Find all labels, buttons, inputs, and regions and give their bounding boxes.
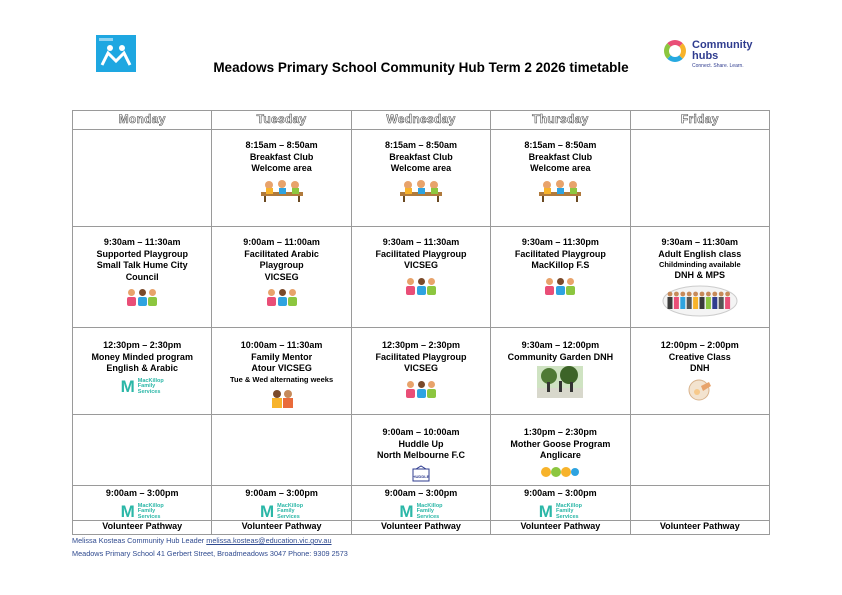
timetable	[72, 110, 770, 535]
day-header-tuesday: Tuesday	[212, 111, 351, 130]
session-time: 1:30pm – 2:30pm	[523, 427, 597, 437]
day-header-friday: Friday	[630, 111, 769, 130]
timetable-body	[73, 130, 770, 535]
timetable-cell-tuesday	[212, 328, 351, 415]
mackillop-logo	[491, 501, 629, 521]
mackillop-m-mark: M	[120, 376, 135, 396]
session-time: 12:00pm – 2:00pm	[660, 340, 739, 350]
session-detail: Welcome area	[390, 163, 452, 173]
huddle-icon-graphic	[412, 465, 430, 483]
timetable-row	[73, 521, 770, 535]
mackillop-logo	[352, 501, 490, 521]
timetable-cell-thursday	[491, 328, 630, 415]
community-hubs-logo-name: Community hubs	[692, 39, 753, 62]
timetable-cell-friday	[630, 521, 769, 535]
mother-goose-icon-graphic	[540, 465, 580, 479]
session-detail: Creative Class	[668, 351, 731, 362]
svg-text:HUDDLE: HUDDLE	[412, 473, 430, 479]
session-time: Volunteer Pathway	[659, 521, 740, 531]
session-time: 9:00am – 3:00pm	[384, 488, 458, 498]
breakfast-icon	[352, 178, 490, 202]
timetable-cell-monday	[73, 486, 212, 521]
session-detail: Breakfast Club	[389, 151, 453, 162]
mackillop-logo	[73, 501, 211, 521]
people-group-icon-graphic	[662, 285, 738, 317]
session-time: 9:30am – 11:30am	[382, 237, 460, 247]
timetable-cell-thursday	[491, 227, 630, 328]
session-time: 9:30am – 12:00pm	[521, 340, 600, 350]
timetable-row	[73, 328, 770, 415]
session-time: 9:00am – 3:00pm	[105, 488, 179, 498]
session-time: Volunteer Pathway	[381, 521, 461, 531]
session-detail: Facilitated Playgroup	[375, 248, 467, 259]
timetable-cell-wednesday	[351, 415, 490, 486]
footer-address: Meadows Primary School 41 Gerbert Street, Broadmeadows 3047 Phone: 9309 2573	[72, 549, 348, 558]
session-detail: Welcome area	[251, 163, 312, 173]
mackillop-wordmark: MacKillop Family Services	[137, 502, 164, 520]
session-detail: Small Talk Hume City	[96, 260, 188, 270]
timetable-row	[73, 415, 770, 486]
timetable-cell-monday	[73, 521, 212, 535]
session-detail: North Melbourne F.C	[376, 450, 465, 460]
playgroup-icon	[491, 276, 629, 298]
timetable-cell-wednesday	[351, 486, 490, 521]
session-detail: DNH	[690, 363, 710, 373]
session-detail: English & Arabic	[106, 363, 179, 373]
session-time: 8:15am – 8:50am	[245, 140, 318, 150]
community-hubs-logo-tagline: Connect. Share. Learn.	[692, 63, 744, 69]
session-detail: VICSEG	[264, 271, 299, 282]
timetable-cell-thursday	[491, 486, 630, 521]
footer-contact-prefix: Melissa Kosteas Community Hub Leader	[72, 536, 207, 545]
mackillop-m-mark: M	[538, 501, 553, 521]
timetable-header-row	[73, 111, 770, 130]
session-detail: Welcome area	[530, 163, 591, 173]
timetable-cell-tuesday	[212, 415, 351, 486]
session-time: Volunteer Pathway	[241, 521, 322, 531]
session-detail: Mother Goose Program	[510, 438, 611, 449]
timetable-cell-monday	[73, 328, 212, 415]
playgroup-icon-graphic	[543, 276, 577, 298]
timetable-cell-tuesday	[212, 521, 351, 535]
footer-email-link[interactable]: melissa.kosteas@education.vic.gov.au	[206, 536, 332, 545]
mentor-icon	[212, 388, 350, 408]
mackillop-m-mark: M	[260, 501, 275, 521]
timetable-cell-wednesday	[351, 328, 490, 415]
session-detail: Playgroup	[259, 260, 304, 270]
footer-contact	[72, 536, 332, 545]
timetable-cell-friday	[630, 328, 769, 415]
breakfast-icon-graphic	[396, 178, 446, 202]
session-detail: Breakfast Club	[249, 151, 314, 162]
playgroup-icon-graphic	[404, 276, 438, 298]
mackillop-m-mark: M	[399, 501, 414, 521]
timetable-cell-wednesday	[351, 130, 490, 227]
session-time: 9:00am – 3:00pm	[524, 488, 597, 498]
session-time: 9:30am – 11:30am	[661, 237, 739, 247]
session-detail: Huddle Up	[398, 438, 444, 449]
timetable-row	[73, 486, 770, 521]
session-detail: Adult English class	[658, 248, 742, 259]
huddle-icon	[352, 465, 490, 483]
playgroup-icon	[212, 287, 350, 309]
session-time: 9:30am – 11:30am	[103, 237, 181, 247]
garden-icon	[491, 366, 629, 398]
session-detail: Family Mentor	[251, 351, 313, 362]
timetable-row	[73, 130, 770, 227]
session-detail: Money Minded program	[91, 351, 193, 362]
timetable-cell-wednesday	[351, 521, 490, 535]
timetable-cell-monday	[73, 415, 212, 486]
timetable-cell-thursday	[491, 130, 630, 227]
session-time: 8:15am – 8:50am	[384, 140, 457, 150]
page-title: Meadows Primary School Community Hub Term 2 2026 timetable	[213, 60, 629, 75]
session-detail: MacKillop F.S	[531, 260, 590, 270]
playgroup-icon-graphic	[125, 287, 159, 309]
timetable-cell-monday	[73, 227, 212, 328]
playgroup-icon	[73, 287, 211, 309]
mackillop-wordmark: MacKillop Family Services	[555, 502, 582, 520]
playgroup-icon	[352, 276, 490, 298]
session-time: 10:00am – 11:30am	[240, 340, 323, 350]
mackillop-wordmark: MacKillop Family Services	[137, 377, 164, 395]
session-detail: Facilitated Playgroup	[514, 248, 606, 259]
day-header-thursday: Thursday	[491, 111, 630, 130]
mackillop-logo	[73, 376, 211, 396]
session-detail: Council	[125, 271, 159, 282]
mackillop-m-mark: M	[120, 501, 135, 521]
session-detail: Breakfast Club	[528, 151, 593, 162]
breakfast-icon-graphic	[257, 178, 307, 202]
session-detail: Atour VICSEG	[251, 363, 312, 373]
timetable-row	[73, 227, 770, 328]
garden-icon-graphic	[537, 366, 583, 398]
session-detail: Facilitated Playgroup	[375, 351, 467, 362]
session-detail: Anglicare	[539, 450, 581, 460]
session-provider: DNH & MPS	[674, 270, 726, 280]
timetable-cell-monday	[73, 130, 212, 227]
timetable-cell-tuesday	[212, 486, 351, 521]
mackillop-logo	[212, 501, 350, 521]
playgroup-icon-graphic	[265, 287, 299, 309]
mackillop-wordmark: MacKillop Family Services	[416, 502, 443, 520]
session-time: 12:30pm – 2:30pm	[381, 340, 460, 350]
playgroup-icon	[352, 379, 490, 401]
timetable-cell-friday	[630, 486, 769, 521]
community-hubs-ring-icon	[664, 40, 686, 62]
session-time: 8:15am – 8:50am	[524, 140, 597, 150]
session-time: Volunteer Pathway	[102, 521, 183, 531]
mentor-icon-graphic	[267, 388, 297, 408]
session-time: 9:00am – 3:00pm	[245, 488, 318, 498]
mackillop-wordmark: MacKillop Family Services	[277, 502, 304, 520]
session-note: Tue & Wed alternating weeks	[230, 374, 334, 384]
session-detail: Facilitated Arabic	[244, 248, 319, 259]
playgroup-icon-graphic	[404, 379, 438, 401]
timetable-cell-wednesday	[351, 227, 490, 328]
timetable-cell-friday	[630, 130, 769, 227]
people-group-icon	[631, 285, 769, 317]
day-header-wednesday: Wednesday	[351, 111, 490, 130]
session-time: 9:30am – 11:30pm	[521, 237, 599, 247]
breakfast-icon	[212, 178, 350, 202]
timetable-cell-thursday	[491, 415, 630, 486]
session-time: 9:00am – 11:00am	[243, 237, 320, 247]
session-time: Volunteer Pathway	[520, 521, 601, 531]
session-detail: Supported Playgroup	[96, 248, 188, 259]
timetable-cell-thursday	[491, 521, 630, 535]
mother-goose-icon	[491, 465, 629, 479]
day-header-monday: Monday	[73, 111, 212, 130]
session-detail: VICSEG	[403, 260, 438, 270]
timetable-cell-tuesday	[212, 227, 351, 328]
timetable-cell-friday	[630, 227, 769, 328]
timetable-cell-friday	[630, 415, 769, 486]
craft-icon	[631, 378, 769, 402]
craft-icon-graphic	[687, 378, 713, 402]
breakfast-icon-graphic	[535, 178, 585, 202]
session-note: Childminding available	[658, 260, 741, 269]
session-detail: VICSEG	[403, 363, 438, 373]
session-time: 9:00am – 10:00am	[382, 427, 460, 437]
timetable-cell-tuesday	[212, 130, 351, 227]
session-detail: Community Garden DNH	[507, 351, 614, 362]
breakfast-icon	[491, 178, 629, 202]
session-time: 12:30pm – 2:30pm	[103, 340, 182, 350]
